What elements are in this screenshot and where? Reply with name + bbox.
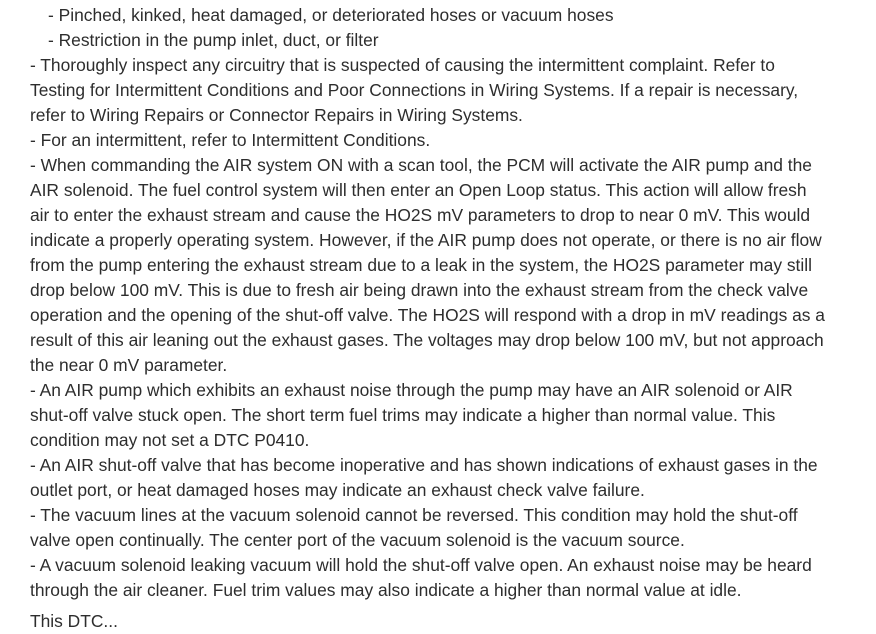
list-item: - Thoroughly inspect any circuitry that is suspected of causing the intermittent complaint. Refer to Testing for Intermittent Conditions and Poor Connections in Wiring Systems. If a repair is necessary, refer to Wiring Repairs or Connector Repairs in Wiring Systems. xyxy=(30,55,799,125)
sub-list-item: - Pinched, kinked, heat damaged, or deteriorated hoses or vacuum hoses xyxy=(48,5,614,25)
list-item: - For an intermittent, refer to Intermittent Conditions. xyxy=(30,130,431,150)
partial-line-bottom xyxy=(30,603,830,631)
list-item: - The vacuum lines at the vacuum solenoid cannot be reversed. This condition may hold the shut-off valve open continually. The center port of the vacuum solenoid is the vacuum source. xyxy=(30,505,798,550)
partial-line-top xyxy=(30,0,830,3)
partial-line-text: This DTC... xyxy=(30,611,118,631)
list-item: - A vacuum solenoid leaking vacuum will hold the shut-off valve open. An exhaust noise may be heard through the air cleaner. Fuel trim values may also indicate a higher than normal value at idle. xyxy=(30,555,812,600)
document-body xyxy=(30,0,830,631)
partial-line-text xyxy=(52,0,475,3)
list-item: - When commanding the AIR system ON with a scan tool, the PCM will activate the AIR pump and the AIR solenoid. The fuel control system will then enter an Open Loop status. This action will allow fresh air to enter the exhaust stream and cause the HO2S mV parameters to drop to near 0 mV. This would indicate a properly operating system. However, if the AIR pump does not operate, or there is no air flow from the pump entering the exhaust stream due to a leak in the system, the HO2S parameter may still drop below 100 mV. This is due to fresh air being drawn into the exhaust stream from the check valve operation and the opening of the shut-off valve. The HO2S will respond with a drop in mV readings as a result of this air leaning out the exhaust gases. The voltages may drop below 100 mV, but not approach the near 0 mV parameter. xyxy=(30,155,825,375)
list-item: - An AIR shut-off valve that has become inoperative and has shown indications of exhaust gases in the outlet port, or heat damaged hoses may indicate an exhaust check valve failure. xyxy=(30,455,818,500)
sub-list-item: - Restriction in the pump inlet, duct, or filter xyxy=(48,30,379,50)
list-item: - An AIR pump which exhibits an exhaust noise through the pump may have an AIR solenoid or AIR shut-off valve stuck open. The short term fuel trims may indicate a higher than normal value. This condition may not set a DTC P0410. xyxy=(30,380,793,450)
